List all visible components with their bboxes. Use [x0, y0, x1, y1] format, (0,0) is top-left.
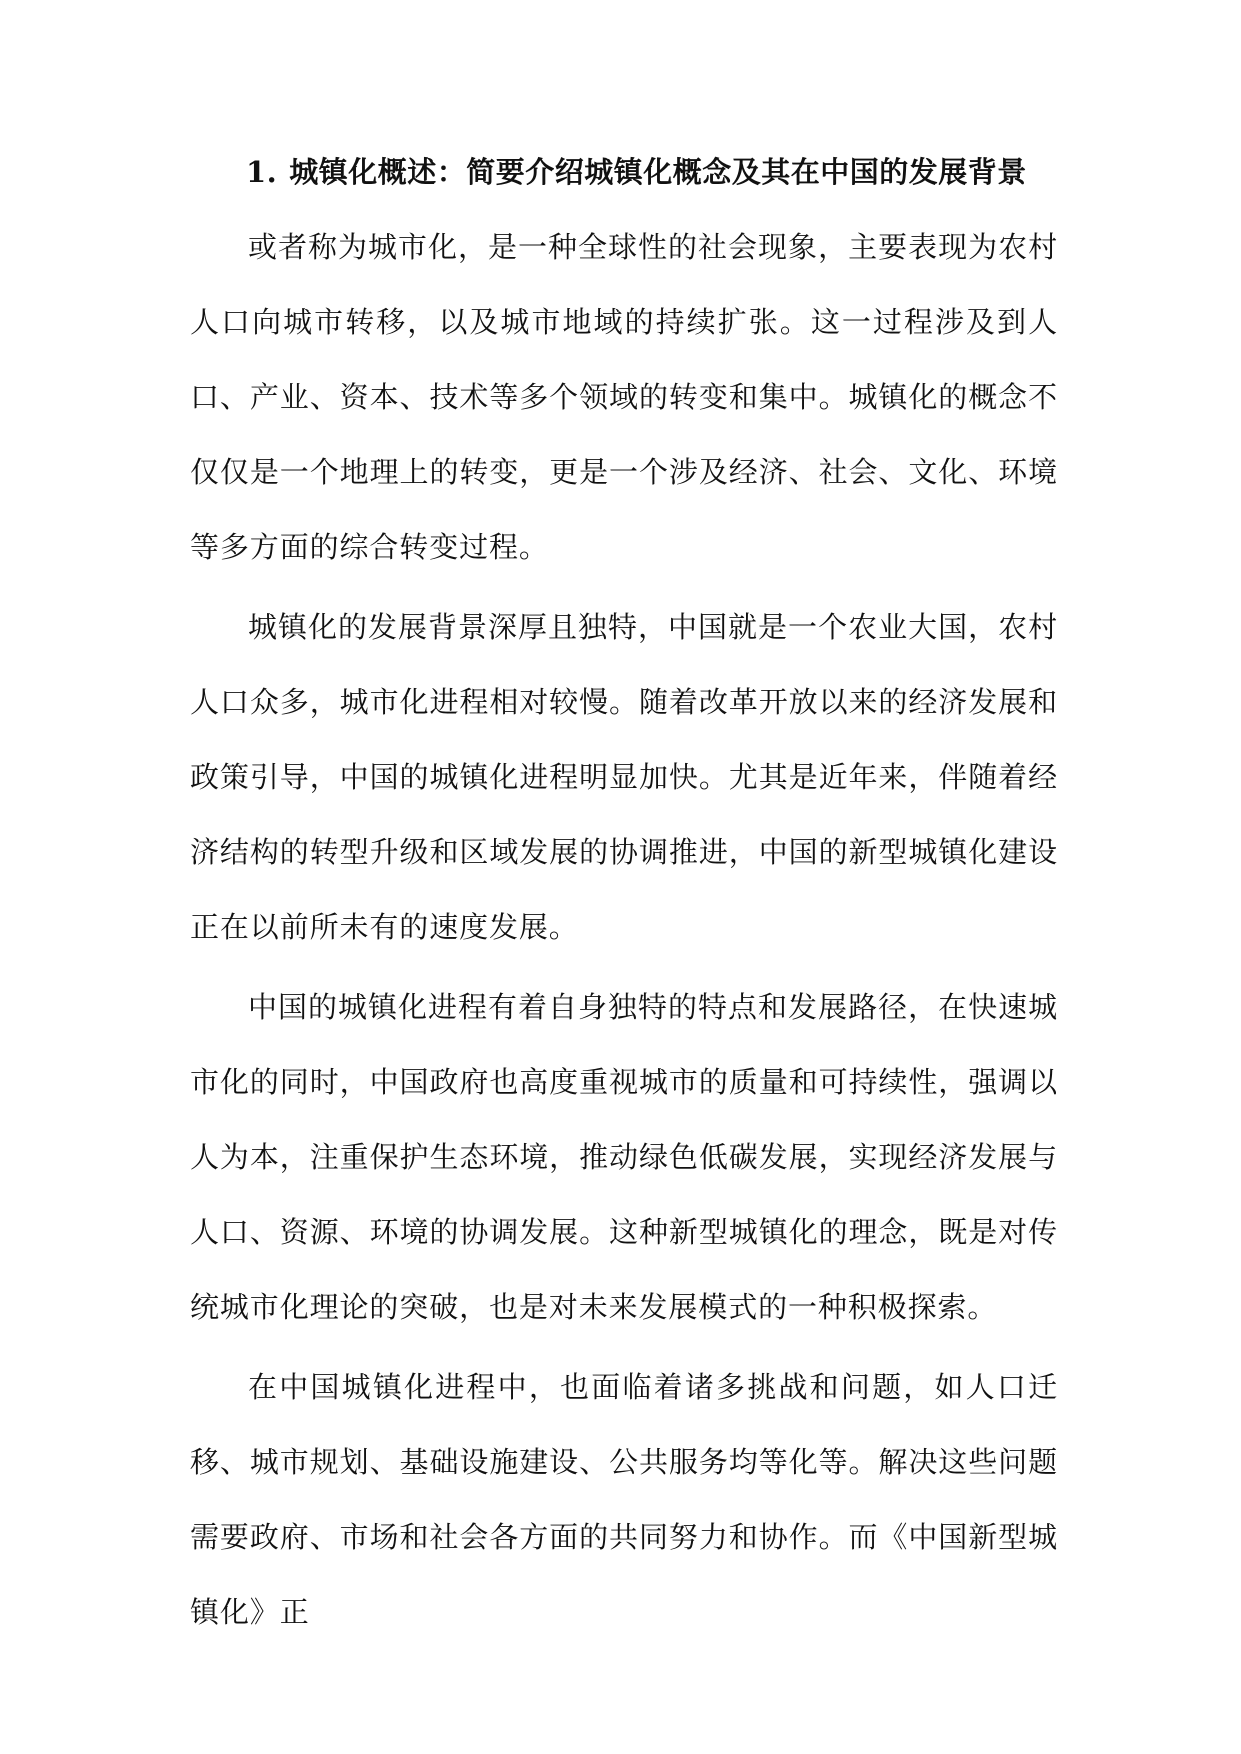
section-title: 城镇化概述：简要介绍城镇化概念及其在中国的发展背景: [289, 155, 1027, 189]
paragraph-2: 城镇化的发展背景深厚且独特，中国就是一个农业大国，农村人口众多，城市化进程相对较慢。随着改革开放以来的经济发展和政策引导，中国的城镇化进程明显加快。尤其是近年来，伴随着经济结构的转型升级和区域发展的协调推进，中国的新型城镇化建设正在以前所未有的速度发展。: [190, 610, 1058, 944]
section-number: 1.: [246, 155, 278, 189]
paragraph-1: 或者称为城市化，是一种全球性的社会现象，主要表现为农村人口向城市转移，以及城市地域的持续扩张。这一过程涉及到人口、产业、资本、技术等多个领域的转变和集中。城镇化的概念不仅仅是一个地理上的转变，更是一个涉及经济、社会、文化、环境等多方面的综合转变过程。: [190, 230, 1058, 564]
section-heading: [246, 148, 1146, 196]
paragraph-3: 中国的城镇化进程有着自身独特的特点和发展路径，在快速城市化的同时，中国政府也高度重视城市的质量和可持续性，强调以人为本，注重保护生态环境，推动绿色低碳发展，实现经济发展与人口、资源、环境的协调发展。这种新型城镇化的理念，既是对传统城市化理论的突破，也是对未来发展模式的一种积极探索。: [190, 990, 1058, 1324]
paragraph-4: 在中国城镇化进程中，也面临着诸多挑战和问题，如人口迁移、城市规划、基础设施建设、公共服务均等化等。解决这些问题需要政府、市场和社会各方面的共同努力和协作。而《中国新型城镇化》正: [190, 1370, 1058, 1629]
